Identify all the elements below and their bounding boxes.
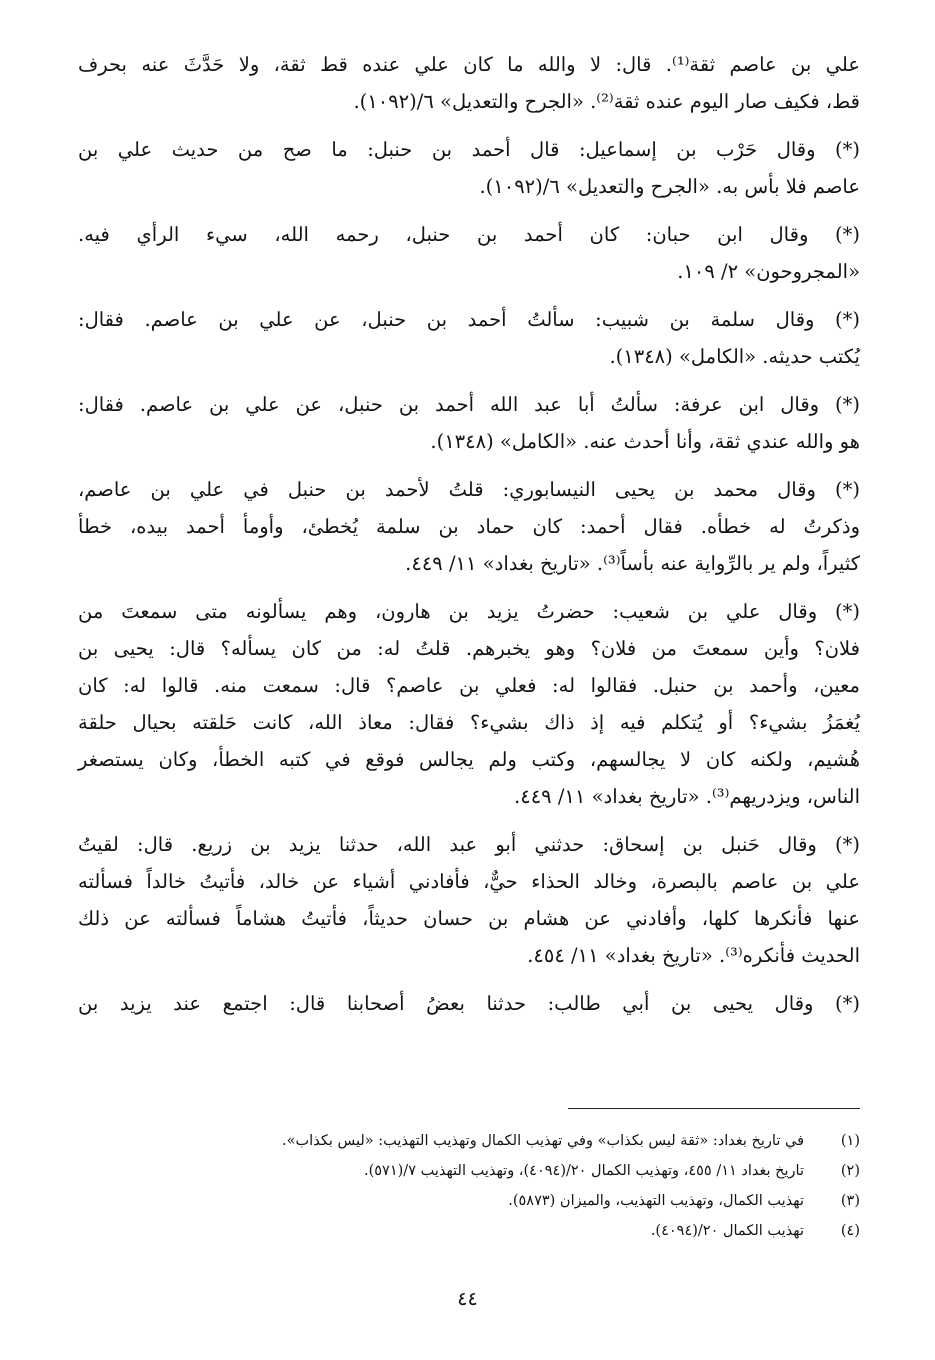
text-line: (*) وقال حَرْب بن إسماعيل: قال أحمد بن حنبل: ما صح من حديث علي بن — [78, 138, 860, 161]
paragraph — [78, 131, 860, 205]
text-line: فلان؟ وأين سمعتَ من فلان؟ وهو يخبرهم. قلتُ له: من كان يسأله؟ قال: يحيى بن — [78, 637, 860, 660]
text-line: (*) وقال يحيى بن أبي طالب: حدثنا بعضُ أصحابنا قال: اجتمع عند يزيد بن — [78, 992, 860, 1015]
footnote-text: تهذيب الكمال، وتهذيب التهذيب، والميزان (٥٨٧٣). — [508, 1193, 804, 1209]
footnote-number: (١) — [840, 1133, 860, 1149]
main-text — [78, 46, 860, 1239]
footnote — [78, 1156, 860, 1186]
footnote-separator — [568, 1108, 860, 1109]
text-line: (*) وقال علي بن شعيب: حضرتُ يزيد بن هارون، وهم يسألونه متى سمعتَ من — [78, 600, 860, 623]
text-line: «المجروحون» ٢/ ١٠٩. — [677, 260, 860, 283]
footnote-text: تاريخ بغداد ١١/ ٤٥٥، وتهذيب الكمال ٢٠/(٤٠٩٤)، وتهذيب التهذيب ٧/(٥٧١). — [363, 1163, 804, 1179]
footnote-text: في تاريخ بغداد: «ثقة ليس بكذاب» وفي تهذيب الكمال وتهذيب التهذيب: «ليس بكذاب». — [282, 1133, 804, 1149]
footnote-text: تهذيب الكمال ٢٠/(٤٠٩٤). — [650, 1223, 804, 1239]
text-line: يُغمَزُ بشيء؟ أو يُتكلم فيه إذ ذاك بشيء؟ فقال: معاذ الله، كانت حَلقته بحيال حلقة — [78, 711, 860, 734]
paragraph — [78, 46, 860, 120]
footnote-number: (٢) — [840, 1163, 860, 1179]
text-line: (*) وقال ابن عرفة: سألتُ أبا عبد الله أحمد بن حنبل، عن علي بن عاصم. فقال: — [78, 393, 860, 416]
text-line: كثيراً، ولم ير بالرِّواية عنه بأساً⁽³⁾. «تاريخ بغداد» ١١/ ٤٤٩. — [405, 552, 860, 575]
text-line: (*) وقال ابن حبان: كان أحمد بن حنبل، رحمه الله، سيء الرأي فيه. — [78, 223, 860, 246]
paragraph — [78, 301, 860, 375]
paragraph — [78, 471, 860, 582]
footnote — [78, 1186, 860, 1216]
footnote-number: (٣) — [840, 1193, 860, 1209]
page-number: ٤٤ — [457, 1288, 478, 1310]
text-line: عنها فأنكرها كلها، وأفادني عن هشام بن حسان حديثاً، فأتيتُ هشاماً فسألته عن ذلك — [78, 907, 860, 930]
text-line: (*) وقال حَنبل بن إسحاق: حدثني أبو عبد الله، حدثنا يزيد بن زريع. قال: لقيتُ — [78, 833, 860, 856]
text-line: وذكرتُ له خطأه. فقال أحمد: كان حماد بن سلمة يُخطئ، وأومأ أحمد بيده، خطأ — [78, 515, 860, 538]
text-line: قط، فكيف صار اليوم عنده ثقة⁽²⁾. «الجرح والتعديل» ٦/(١٠٩٢). — [353, 90, 860, 113]
text-line: هُشيم، ولكنه كان لا يجالسهم، وكتب ولم يجالس فوقع في كتبه الخطأ، وكان يستصغر — [78, 748, 860, 771]
text-line: يُكتب حديثه. «الكامل» (١٣٤٨). — [609, 345, 860, 368]
text-line: هو والله عندي ثقة، وأنا أحدث عنه. «الكامل» (١٣٤٨). — [430, 430, 860, 453]
footnote-number: (٤) — [840, 1223, 860, 1239]
paragraph — [78, 216, 860, 290]
footnote — [78, 1126, 860, 1156]
footnote — [78, 1216, 860, 1246]
footnotes — [78, 1126, 860, 1246]
paragraph — [78, 593, 860, 815]
paragraph — [78, 826, 860, 974]
paragraph — [78, 386, 860, 460]
text-line: الحديث فأنكره⁽³⁾. «تاريخ بغداد» ١١/ ٤٥٤. — [527, 944, 860, 967]
text-line: (*) وقال سلمة بن شبيب: سألتُ أحمد بن حنبل، عن علي بن عاصم. فقال: — [78, 308, 860, 331]
paragraph — [78, 985, 860, 1022]
text-line: عاصم فلا بأس به. «الجرح والتعديل» ٦/(١٠٩٢). — [479, 175, 860, 198]
text-line: علي بن عاصم ثقة⁽¹⁾. قال: لا والله ما كان علي عنده قط ثقة، ولا حَدَّثَ عنه بحرف — [78, 53, 860, 76]
text-line: علي بن عاصم بالبصرة، وخالد الحذاء حيٌّ، فأفادني أشياء عن خالد، فأتيتُ خالداً فسألته — [78, 870, 860, 893]
text-line: الناس، ويزدريهم⁽³⁾. «تاريخ بغداد» ١١/ ٤٤٩. — [514, 785, 860, 808]
text-line: (*) وقال محمد بن يحيى النيسابوري: قلتُ لأحمد بن حنبل في علي بن عاصم، — [78, 478, 860, 501]
text-line: معين، وأحمد بن حنبل. فقالوا له: فعلي بن عاصم؟ قال: سمعت منه. قالوا له: كان — [78, 674, 860, 697]
